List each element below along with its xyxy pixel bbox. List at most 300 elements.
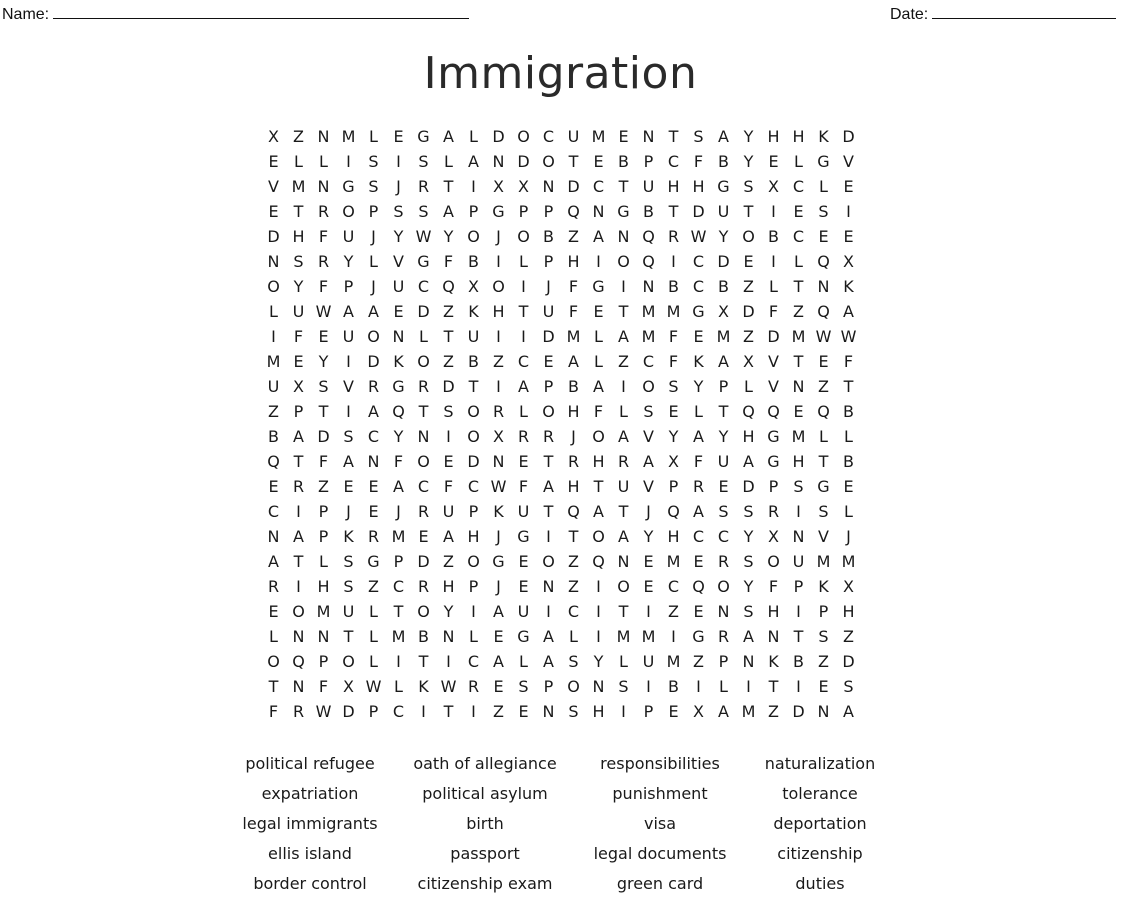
grid-cell[interactable]: S (743, 552, 754, 571)
grid-cell[interactable]: G (592, 277, 605, 296)
grid-cell[interactable]: U (342, 327, 355, 346)
grid-cell[interactable]: T (793, 352, 804, 371)
grid-cell[interactable]: J (846, 527, 851, 546)
grid-cell[interactable]: D (417, 302, 430, 321)
date-blank-line[interactable] (932, 4, 1116, 19)
grid-cell[interactable]: I (796, 677, 801, 696)
grid-cell[interactable]: I (296, 502, 301, 521)
grid-cell[interactable]: D (742, 302, 755, 321)
grid-cell[interactable]: P (293, 402, 304, 421)
grid-cell[interactable]: P (393, 552, 404, 571)
grid-cell[interactable]: X (343, 677, 354, 696)
grid-cell[interactable]: A (343, 302, 354, 321)
grid-cell[interactable]: U (642, 177, 655, 196)
grid-cell[interactable]: A (493, 602, 504, 621)
grid-cell[interactable]: T (443, 327, 454, 346)
grid-cell[interactable]: F (443, 477, 454, 496)
grid-cell[interactable]: N (417, 427, 430, 446)
grid-cell[interactable]: R (417, 502, 430, 521)
grid-cell[interactable]: W (315, 702, 332, 721)
grid-cell[interactable]: Q (817, 252, 830, 271)
grid-cell[interactable]: I (596, 252, 601, 271)
grid-cell[interactable]: F (293, 327, 304, 346)
grid-cell[interactable]: E (618, 127, 629, 146)
grid-cell[interactable]: B (643, 202, 654, 221)
grid-cell[interactable]: Y (393, 427, 404, 446)
grid-cell[interactable]: M (666, 302, 681, 321)
grid-cell[interactable]: H (667, 527, 680, 546)
grid-cell[interactable]: R (767, 502, 780, 521)
grid-cell[interactable]: Z (443, 302, 454, 321)
grid-cell[interactable]: E (593, 152, 604, 171)
grid-cell[interactable]: E (693, 602, 704, 621)
grid-cell[interactable]: V (268, 177, 279, 196)
date-field[interactable] (890, 4, 1116, 24)
grid-cell[interactable]: X (668, 452, 679, 471)
grid-cell[interactable]: R (417, 177, 430, 196)
grid-cell[interactable]: P (318, 502, 329, 521)
grid-cell[interactable]: I (771, 202, 776, 221)
grid-cell[interactable]: E (268, 477, 279, 496)
grid-cell[interactable]: O (742, 227, 755, 246)
grid-cell[interactable]: N (742, 652, 755, 671)
grid-cell[interactable]: Y (443, 227, 454, 246)
grid-cell[interactable]: D (842, 127, 855, 146)
grid-cell[interactable]: N (267, 252, 280, 271)
grid-cell[interactable]: R (417, 577, 430, 596)
grid-cell[interactable]: I (846, 202, 851, 221)
grid-cell[interactable]: U (342, 227, 355, 246)
grid-cell[interactable]: L (794, 252, 803, 271)
grid-cell[interactable]: X (468, 277, 479, 296)
grid-cell[interactable]: D (742, 477, 755, 496)
grid-cell[interactable]: C (417, 277, 430, 296)
grid-cell[interactable]: C (692, 252, 705, 271)
grid-cell[interactable]: S (743, 602, 754, 621)
grid-cell[interactable]: N (292, 627, 305, 646)
grid-cell[interactable]: H (292, 227, 305, 246)
grid-cell[interactable]: M (391, 627, 406, 646)
grid-cell[interactable]: C (667, 577, 680, 596)
grid-cell[interactable]: K (693, 352, 704, 371)
grid-cell[interactable]: N (767, 627, 780, 646)
grid-cell[interactable]: G (817, 477, 830, 496)
grid-cell[interactable]: A (368, 302, 379, 321)
grid-cell[interactable]: L (619, 652, 628, 671)
grid-cell[interactable]: E (743, 252, 754, 271)
grid-cell[interactable]: C (792, 177, 805, 196)
grid-cell[interactable]: E (768, 152, 779, 171)
grid-cell[interactable]: L (419, 327, 428, 346)
grid-cell[interactable]: A (393, 477, 404, 496)
grid-cell[interactable]: B (718, 277, 729, 296)
grid-cell[interactable]: D (342, 702, 355, 721)
grid-cell[interactable]: I (396, 152, 401, 171)
grid-cell[interactable]: M (716, 327, 731, 346)
grid-cell[interactable]: O (467, 402, 480, 421)
grid-cell[interactable]: N (817, 277, 830, 296)
grid-cell[interactable]: L (369, 627, 378, 646)
grid-cell[interactable]: R (367, 527, 380, 546)
grid-cell[interactable]: V (393, 252, 404, 271)
grid-cell[interactable]: O (542, 152, 555, 171)
grid-cell[interactable]: V (643, 477, 654, 496)
grid-cell[interactable]: R (667, 227, 680, 246)
grid-cell[interactable]: H (592, 452, 605, 471)
grid-cell[interactable]: R (542, 427, 555, 446)
grid-cell[interactable]: Z (843, 627, 854, 646)
grid-cell[interactable]: G (692, 627, 705, 646)
grid-cell[interactable]: N (492, 452, 505, 471)
grid-cell[interactable]: S (318, 377, 329, 396)
grid-cell[interactable]: P (318, 527, 329, 546)
grid-cell[interactable]: F (768, 577, 779, 596)
grid-cell[interactable]: W (365, 677, 382, 696)
grid-cell[interactable]: S (818, 202, 829, 221)
grid-cell[interactable]: D (717, 252, 730, 271)
grid-cell[interactable]: E (393, 127, 404, 146)
grid-cell[interactable]: F (668, 352, 679, 371)
grid-cell[interactable]: L (294, 152, 303, 171)
grid-cell[interactable]: I (496, 252, 501, 271)
grid-cell[interactable]: D (842, 652, 855, 671)
grid-cell[interactable]: C (567, 602, 580, 621)
grid-cell[interactable]: Q (642, 227, 655, 246)
grid-cell[interactable]: L (519, 652, 528, 671)
grid-cell[interactable]: C (717, 527, 730, 546)
grid-cell[interactable]: T (843, 377, 854, 396)
grid-cell[interactable]: M (641, 627, 656, 646)
grid-cell[interactable]: J (371, 227, 376, 246)
grid-cell[interactable]: E (368, 502, 379, 521)
grid-cell[interactable]: S (618, 677, 629, 696)
grid-cell[interactable]: S (718, 502, 729, 521)
grid-cell[interactable]: J (646, 502, 651, 521)
grid-cell[interactable]: L (444, 152, 453, 171)
grid-cell[interactable]: I (621, 377, 626, 396)
grid-cell[interactable]: M (616, 627, 631, 646)
grid-cell[interactable]: E (643, 577, 654, 596)
grid-cell[interactable]: T (718, 402, 729, 421)
grid-cell[interactable]: A (693, 427, 704, 446)
grid-cell[interactable]: B (843, 452, 854, 471)
grid-cell[interactable]: T (618, 177, 629, 196)
grid-cell[interactable]: I (746, 677, 751, 696)
grid-cell[interactable]: O (542, 402, 555, 421)
grid-cell[interactable]: D (692, 202, 705, 221)
grid-cell[interactable]: M (841, 552, 856, 571)
grid-cell[interactable]: I (471, 702, 476, 721)
grid-cell[interactable]: H (567, 477, 580, 496)
grid-cell[interactable]: F (318, 452, 329, 471)
grid-cell[interactable]: I (346, 152, 351, 171)
grid-cell[interactable]: G (617, 202, 630, 221)
grid-cell[interactable]: K (468, 302, 479, 321)
grid-cell[interactable]: T (318, 402, 329, 421)
grid-cell[interactable]: L (619, 402, 628, 421)
grid-cell[interactable]: D (517, 152, 530, 171)
grid-cell[interactable]: T (743, 202, 754, 221)
grid-cell[interactable]: A (543, 627, 554, 646)
grid-cell[interactable]: R (317, 202, 330, 221)
grid-cell[interactable]: U (392, 277, 405, 296)
grid-cell[interactable]: S (568, 652, 579, 671)
grid-cell[interactable]: O (517, 127, 530, 146)
grid-cell[interactable]: I (396, 652, 401, 671)
grid-cell[interactable]: T (568, 152, 579, 171)
grid-cell[interactable]: S (343, 552, 354, 571)
grid-cell[interactable]: B (468, 252, 479, 271)
grid-cell[interactable]: I (596, 602, 601, 621)
grid-cell[interactable]: Y (443, 602, 454, 621)
grid-cell[interactable]: I (546, 602, 551, 621)
grid-cell[interactable]: C (392, 702, 405, 721)
grid-cell[interactable]: N (592, 677, 605, 696)
grid-cell[interactable]: Z (568, 552, 579, 571)
grid-cell[interactable]: E (593, 302, 604, 321)
grid-cell[interactable]: I (596, 627, 601, 646)
grid-cell[interactable]: D (492, 127, 505, 146)
grid-cell[interactable]: F (318, 277, 329, 296)
grid-cell[interactable]: P (318, 652, 329, 671)
grid-cell[interactable]: I (346, 352, 351, 371)
grid-cell[interactable]: S (818, 627, 829, 646)
grid-cell[interactable]: Q (592, 552, 605, 571)
grid-cell[interactable]: X (718, 302, 729, 321)
grid-cell[interactable]: K (493, 502, 504, 521)
grid-cell[interactable]: P (468, 502, 479, 521)
grid-cell[interactable]: Z (568, 227, 579, 246)
grid-cell[interactable]: I (671, 252, 676, 271)
grid-cell[interactable]: Q (817, 402, 830, 421)
grid-cell[interactable]: N (392, 327, 405, 346)
grid-cell[interactable]: M (791, 327, 806, 346)
grid-cell[interactable]: K (418, 677, 429, 696)
grid-cell[interactable]: L (569, 627, 578, 646)
grid-cell[interactable]: R (717, 552, 730, 571)
grid-cell[interactable]: N (292, 677, 305, 696)
grid-cell[interactable]: N (492, 152, 505, 171)
grid-cell[interactable]: N (442, 627, 455, 646)
grid-cell[interactable]: T (793, 277, 804, 296)
grid-cell[interactable]: P (768, 477, 779, 496)
grid-cell[interactable]: P (718, 652, 729, 671)
grid-cell[interactable]: E (693, 552, 704, 571)
grid-cell[interactable]: C (392, 577, 405, 596)
grid-cell[interactable]: D (792, 702, 805, 721)
grid-cell[interactable]: W (415, 227, 432, 246)
grid-cell[interactable]: K (393, 352, 404, 371)
grid-cell[interactable]: N (542, 702, 555, 721)
grid-cell[interactable]: W (490, 477, 507, 496)
grid-cell[interactable]: H (667, 177, 680, 196)
grid-cell[interactable]: M (641, 302, 656, 321)
grid-cell[interactable]: D (542, 327, 555, 346)
grid-cell[interactable]: P (643, 702, 654, 721)
grid-cell[interactable]: N (617, 552, 630, 571)
grid-cell[interactable]: B (568, 377, 579, 396)
grid-cell[interactable]: J (496, 577, 501, 596)
grid-cell[interactable]: E (818, 677, 829, 696)
grid-cell[interactable]: E (668, 402, 679, 421)
grid-cell[interactable]: O (342, 202, 355, 221)
grid-cell[interactable]: P (468, 577, 479, 596)
grid-cell[interactable]: I (421, 702, 426, 721)
grid-cell[interactable]: P (668, 477, 679, 496)
grid-cell[interactable]: W (315, 302, 332, 321)
grid-cell[interactable]: S (743, 177, 754, 196)
grid-cell[interactable]: I (521, 327, 526, 346)
grid-cell[interactable]: A (718, 702, 729, 721)
grid-cell[interactable]: T (293, 202, 304, 221)
grid-cell[interactable]: A (293, 527, 304, 546)
grid-cell[interactable]: V (768, 377, 779, 396)
grid-cell[interactable]: T (593, 477, 604, 496)
grid-cell[interactable]: H (492, 302, 505, 321)
grid-cell[interactable]: Z (493, 352, 504, 371)
grid-cell[interactable]: E (368, 477, 379, 496)
grid-cell[interactable]: O (592, 527, 605, 546)
grid-cell[interactable]: A (443, 527, 454, 546)
grid-cell[interactable]: L (594, 352, 603, 371)
grid-cell[interactable]: A (543, 652, 554, 671)
grid-cell[interactable]: C (467, 652, 480, 671)
grid-cell[interactable]: I (271, 327, 276, 346)
grid-cell[interactable]: L (369, 252, 378, 271)
grid-cell[interactable]: M (391, 527, 406, 546)
grid-cell[interactable]: R (492, 402, 505, 421)
grid-cell[interactable]: Q (692, 577, 705, 596)
grid-cell[interactable]: I (696, 677, 701, 696)
grid-cell[interactable]: V (768, 352, 779, 371)
grid-cell[interactable]: Y (743, 577, 754, 596)
grid-cell[interactable]: B (843, 402, 854, 421)
grid-cell[interactable]: G (517, 527, 530, 546)
grid-cell[interactable]: E (518, 552, 529, 571)
grid-cell[interactable]: O (517, 227, 530, 246)
grid-cell[interactable]: C (692, 277, 705, 296)
grid-cell[interactable]: P (368, 202, 379, 221)
grid-cell[interactable]: U (792, 552, 805, 571)
grid-cell[interactable]: T (543, 452, 554, 471)
grid-cell[interactable]: Y (643, 527, 654, 546)
grid-cell[interactable]: D (467, 452, 480, 471)
grid-cell[interactable]: C (592, 177, 605, 196)
grid-cell[interactable]: M (641, 327, 656, 346)
grid-cell[interactable]: D (317, 427, 330, 446)
grid-cell[interactable]: W (840, 327, 857, 346)
grid-cell[interactable]: A (443, 202, 454, 221)
grid-cell[interactable]: D (567, 177, 580, 196)
grid-cell[interactable]: Q (742, 402, 755, 421)
grid-cell[interactable]: S (643, 402, 654, 421)
grid-cell[interactable]: U (467, 327, 480, 346)
grid-cell[interactable]: N (792, 527, 805, 546)
grid-cell[interactable]: R (317, 252, 330, 271)
grid-cell[interactable]: J (396, 177, 401, 196)
grid-cell[interactable]: Y (743, 527, 754, 546)
grid-cell[interactable]: E (518, 452, 529, 471)
grid-cell[interactable]: B (618, 152, 629, 171)
grid-cell[interactable]: B (768, 227, 779, 246)
grid-cell[interactable]: L (844, 427, 853, 446)
grid-cell[interactable]: L (719, 677, 728, 696)
grid-cell[interactable]: H (792, 452, 805, 471)
grid-cell[interactable]: O (767, 552, 780, 571)
grid-cell[interactable]: U (292, 302, 305, 321)
grid-cell[interactable]: A (593, 377, 604, 396)
grid-cell[interactable]: Y (693, 377, 704, 396)
grid-cell[interactable]: H (442, 577, 455, 596)
grid-cell[interactable]: L (394, 677, 403, 696)
grid-cell[interactable]: U (342, 602, 355, 621)
grid-cell[interactable]: C (517, 352, 530, 371)
grid-cell[interactable]: Z (493, 702, 504, 721)
grid-cell[interactable]: I (446, 652, 451, 671)
grid-cell[interactable]: H (767, 602, 780, 621)
grid-cell[interactable]: Y (743, 127, 754, 146)
grid-cell[interactable]: L (594, 327, 603, 346)
grid-cell[interactable]: J (571, 427, 576, 446)
grid-cell[interactable]: S (343, 427, 354, 446)
grid-cell[interactable]: L (819, 177, 828, 196)
grid-cell[interactable]: M (791, 427, 806, 446)
grid-cell[interactable]: X (293, 377, 304, 396)
grid-cell[interactable]: P (543, 677, 554, 696)
grid-cell[interactable]: P (543, 377, 554, 396)
grid-cell[interactable]: C (542, 127, 555, 146)
grid-cell[interactable]: Q (767, 402, 780, 421)
grid-cell[interactable]: T (793, 627, 804, 646)
grid-cell[interactable]: K (818, 127, 829, 146)
grid-cell[interactable]: Z (743, 277, 754, 296)
grid-cell[interactable]: C (367, 427, 380, 446)
grid-cell[interactable]: M (341, 127, 356, 146)
grid-cell[interactable]: O (467, 552, 480, 571)
grid-cell[interactable]: E (318, 327, 329, 346)
grid-cell[interactable]: T (618, 302, 629, 321)
grid-cell[interactable]: U (567, 127, 580, 146)
grid-cell[interactable]: Z (318, 477, 329, 496)
grid-cell[interactable]: C (692, 527, 705, 546)
grid-cell[interactable]: S (293, 252, 304, 271)
grid-cell[interactable]: U (642, 652, 655, 671)
grid-cell[interactable]: O (267, 652, 280, 671)
grid-cell[interactable]: Q (567, 202, 580, 221)
grid-cell[interactable]: Z (268, 402, 279, 421)
grid-cell[interactable]: O (467, 427, 480, 446)
grid-cell[interactable]: S (368, 152, 379, 171)
grid-cell[interactable]: N (317, 177, 330, 196)
grid-cell[interactable]: T (618, 502, 629, 521)
grid-cell[interactable]: R (417, 377, 430, 396)
grid-cell[interactable]: H (592, 702, 605, 721)
grid-cell[interactable]: Z (618, 352, 629, 371)
grid-cell[interactable]: I (671, 627, 676, 646)
grid-cell[interactable]: T (443, 177, 454, 196)
grid-cell[interactable]: W (440, 677, 457, 696)
grid-cell[interactable]: A (693, 502, 704, 521)
grid-cell[interactable]: T (393, 602, 404, 621)
grid-cell[interactable]: O (417, 602, 430, 621)
grid-cell[interactable]: E (518, 577, 529, 596)
grid-cell[interactable]: J (346, 502, 351, 521)
grid-cell[interactable]: H (692, 177, 705, 196)
grid-cell[interactable]: K (768, 652, 779, 671)
grid-cell[interactable]: R (367, 377, 380, 396)
grid-cell[interactable]: C (792, 227, 805, 246)
grid-cell[interactable]: N (642, 127, 655, 146)
